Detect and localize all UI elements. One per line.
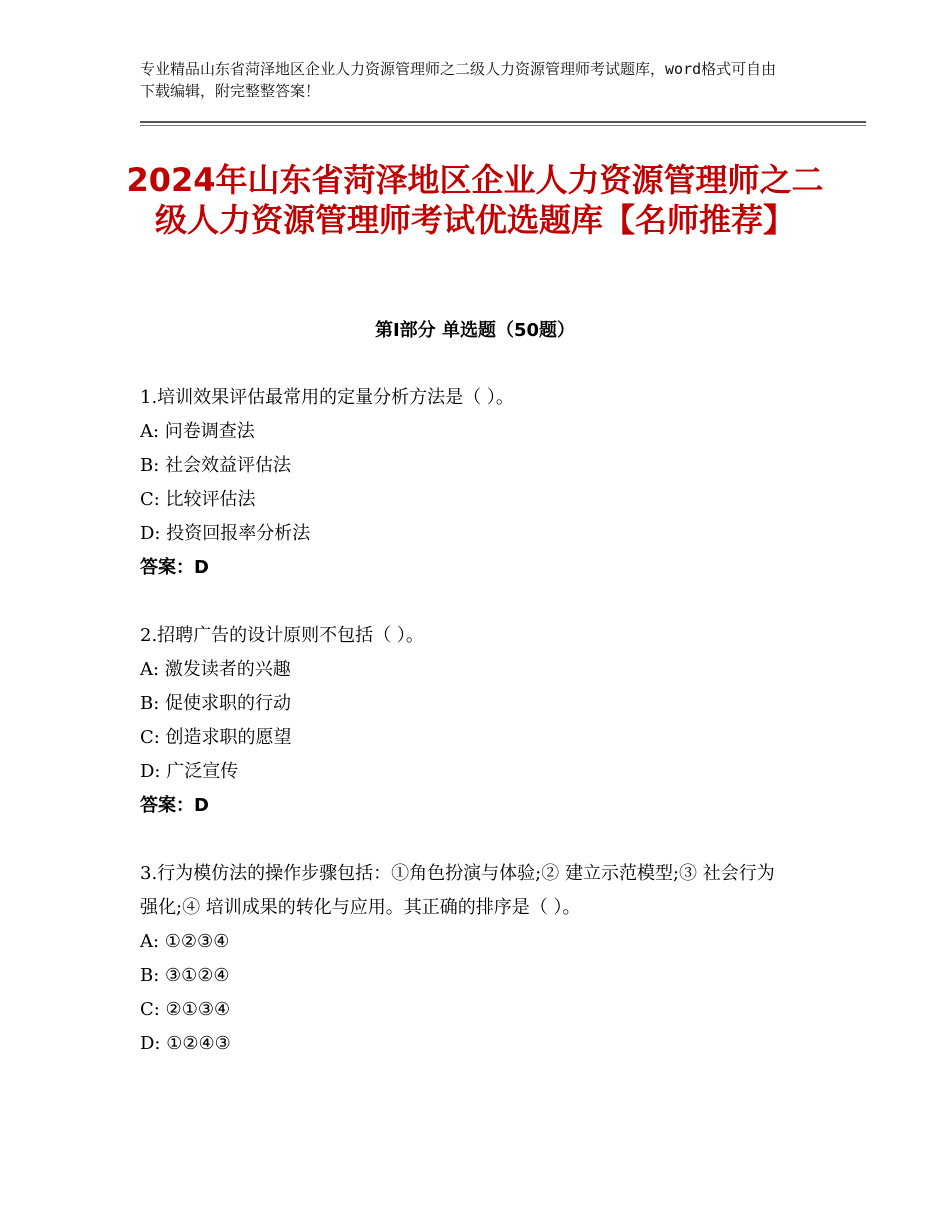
option-d: D: 广泛宣传 xyxy=(140,761,239,782)
option-a: A: ①②③④ xyxy=(140,931,230,952)
option-a: A: 激发读者的兴趣 xyxy=(140,659,291,680)
option-b: B: 社会效益评估法 xyxy=(140,455,292,476)
option-d: D: 投资回报率分析法 xyxy=(140,523,311,544)
option-b: B: 促使求职的行动 xyxy=(140,693,292,714)
question-stem: 3.行为模仿法的操作步骤包括：①角色扮演与体验;② 建立示范模型;③ 社会行为强化;④ 培训成果的转化与应用。其正确的排序是（ ）。 xyxy=(140,863,775,918)
question-2 xyxy=(140,619,780,823)
question-3 xyxy=(140,857,780,1061)
option-b: B: ③①②④ xyxy=(140,965,230,986)
option-c: C: 创造求职的愿望 xyxy=(140,727,292,748)
option-c: C: 比较评估法 xyxy=(140,489,256,510)
option-c: C: ②①③④ xyxy=(140,999,231,1020)
question-stem: 1.培训效果评估最常用的定量分析方法是（ ）。 xyxy=(140,387,514,408)
document-title: 2024年山东省菏泽地区企业人力资源管理师之二级人力资源管理师考试优选题库【名师推荐】 xyxy=(126,161,824,239)
answer: 答案：D xyxy=(140,795,209,816)
header-note: 专业精品山东省菏泽地区企业人力资源管理师之二级人力资源管理师考试题库，word格式可自由下载编辑，附完整整答案！ xyxy=(140,60,777,100)
header-divider xyxy=(140,121,866,123)
question-1 xyxy=(140,381,780,585)
header-divider-thin xyxy=(140,125,866,126)
answer: 答案：D xyxy=(140,557,209,578)
section-heading: 第Ⅰ部分 单选题（50题） xyxy=(374,320,575,341)
option-d: D: ①②④③ xyxy=(140,1033,231,1054)
option-a: A: 问卷调查法 xyxy=(140,421,255,442)
question-stem: 2.招聘广告的设计原则不包括（ ）。 xyxy=(140,625,424,646)
